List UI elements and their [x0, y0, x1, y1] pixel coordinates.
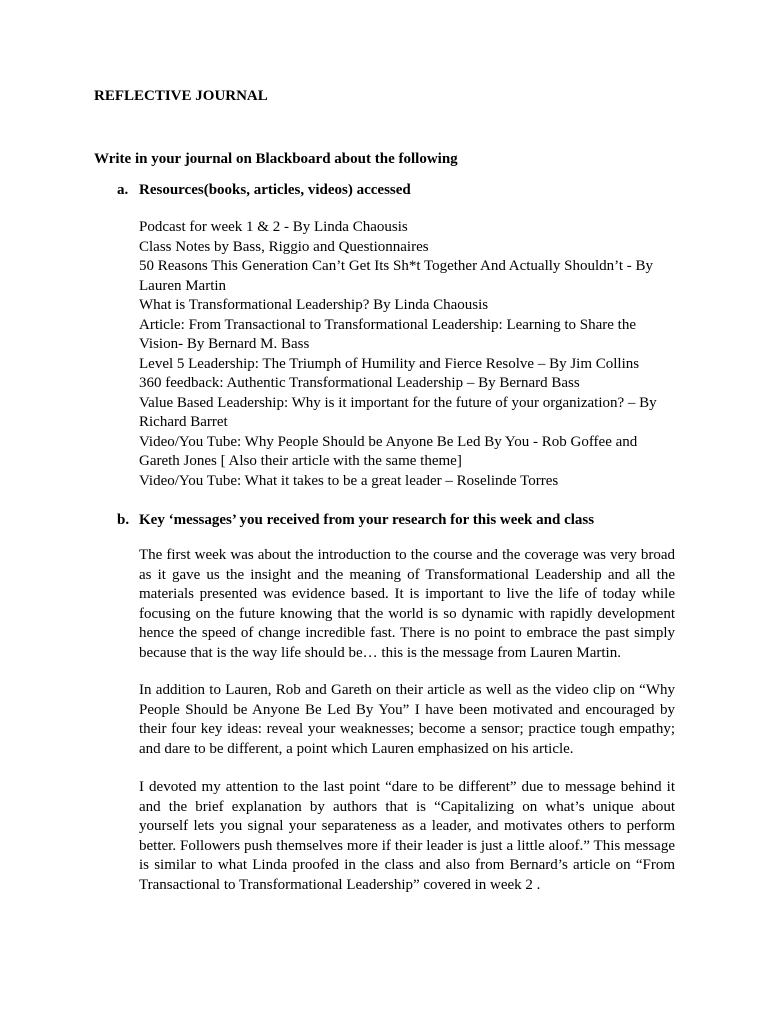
section-b-heading	[117, 511, 594, 529]
resource-item: Class Notes by Bass, Riggio and Questionnaires	[139, 238, 429, 255]
section-a-heading	[117, 181, 411, 199]
resource-item: 50 Reasons This Generation Can’t Get Its Sh*t Together And Actually Shouldn’t - By Lauren Martin	[139, 258, 654, 294]
section-a-marker: a.	[117, 182, 129, 198]
resource-item: Video/You Tube: What it takes to be a great leader – Roselinde Torres	[139, 472, 559, 489]
resource-item: Podcast for week 1 & 2 - By Linda Chaousis	[139, 219, 408, 235]
document-title: REFLECTIVE JOURNAL	[94, 88, 268, 104]
section-b-title: Key ‘messages’ you received from your research for this week and class	[139, 512, 595, 528]
section-b-marker: b.	[117, 512, 130, 528]
resource-item: 360 feedback: Authentic Transformational Leadership – By Bernard Bass	[139, 375, 580, 391]
resource-item: Video/You Tube: Why People Should be Anyone Be Led By You - Rob Goffee and Gareth Jones [ Also their article with the same theme]	[139, 433, 638, 469]
body-paragraph: In addition to Lauren, Rob and Gareth on their article as well as the video clip on “Why People Should be Anyone Be Led By You” I have been motivated and encouraged by their four key ideas: reveal your weaknesses; become a sensor; practice tough empathy; and dare to be different, a point which Lauren emphasized on his article.	[139, 682, 675, 757]
resource-item: Article: From Transactional to Transformational Leadership: Learning to Share the Vision- By Bernard M. Bass	[139, 316, 636, 352]
body-paragraph: I devoted my attention to the last point “dare to be different” due to message behind it and the brief explanation by authors that is “Capitalizing on what’s unique about yourself lets you signal your separateness as a leader, and motivates others to perform better. Followers push themselves more if their leader is just a little aloof.” This message is similar to what Linda proofed in the class and also from Bernard’s article on “From Transactional to Transformational Leadership” covered in week 2 .	[139, 779, 675, 893]
resource-item: Value Based Leadership: Why is it important for the future of your organization? – By Richard Barret	[139, 394, 657, 430]
journal-instruction: Write in your journal on Blackboard about the following	[94, 151, 458, 167]
section-a-title: Resources(books, articles, videos) accessed	[139, 182, 411, 198]
resource-item: What is Transformational Leadership? By Linda Chaousis	[139, 297, 489, 313]
resource-item: Level 5 Leadership: The Triumph of Humility and Fierce Resolve – By Jim Collins	[139, 355, 640, 372]
body-paragraph: The first week was about the introduction to the course and the coverage was very broad as it gave us the insight and the meaning of Transformational Leadership and all the materials presented was evidence based. It is important to live the life of today while focusing on the future knowing that the world is so dynamic with rapidly development hence the speed of change incredible fast. There is no point to embrace the past simply because that is the way life should be… this is the message from Lauren Martin.	[139, 547, 675, 661]
resources-list	[139, 218, 679, 491]
